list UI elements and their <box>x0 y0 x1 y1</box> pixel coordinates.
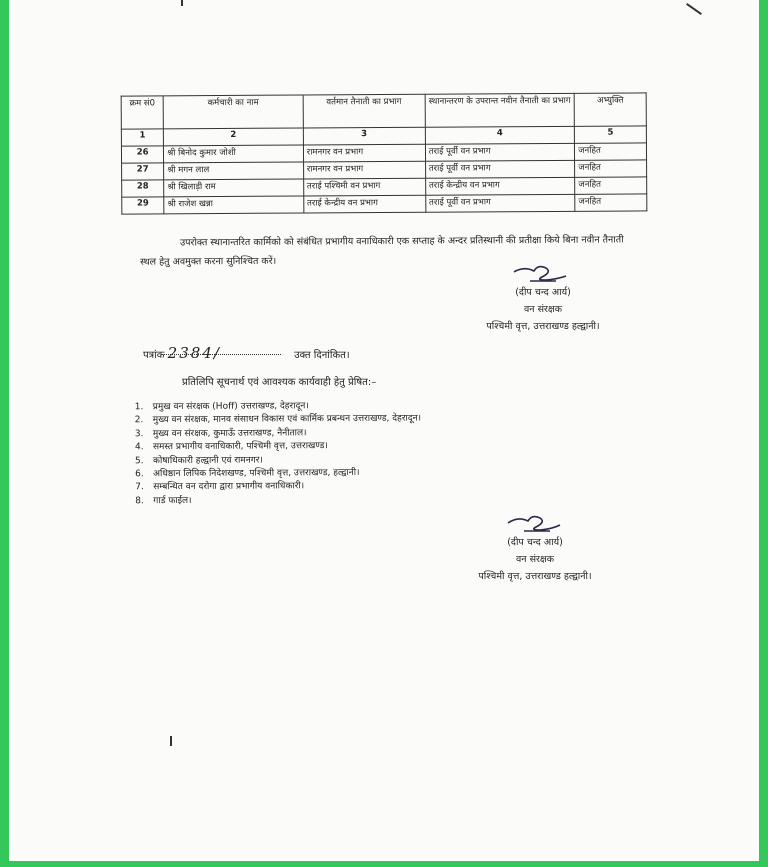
signatory-designation: वन संरक्षक <box>516 554 554 565</box>
cell-new: तराई पूर्वी वन प्रभाग <box>425 160 575 178</box>
green-frame-left <box>0 0 9 867</box>
cell-current: तराई पश्चिमी वन प्रभाग <box>303 178 425 196</box>
index-cell: 5 <box>575 126 647 143</box>
cell-remarks: जनहित <box>575 160 647 177</box>
copy-recipient-list <box>135 399 556 509</box>
list-item: 1. प्रमुख वन संरक्षक (Hoff) उत्तराखण्ड, देहरादून। <box>134 401 309 413</box>
signature-scribble-icon <box>500 512 570 534</box>
table-header-row <box>121 93 646 129</box>
index-cell: 2 <box>164 128 304 146</box>
letter-ref-label: पत्रांक <box>143 350 165 361</box>
scan-mark-top <box>181 0 183 6</box>
signatory-designation: वन संरक्षक <box>524 304 562 315</box>
dotted-line <box>161 353 281 355</box>
cell-serial: 27 <box>122 163 164 180</box>
list-item: 5. कोषाधिकारी हल्द्वानी एवं रामनगर। <box>135 455 263 466</box>
header-remarks: अभ्युक्ति <box>574 93 646 126</box>
cell-remarks: जनहित <box>575 143 647 160</box>
cell-name: श्री राजेश खन्ना <box>164 196 304 214</box>
signature-block-2 <box>440 512 630 585</box>
cell-current: रामनगर वन प्रभाग <box>303 144 425 162</box>
signature-block-1 <box>448 262 638 335</box>
cell-new: तराई पूर्वी वन प्रभाग <box>425 194 575 212</box>
cell-remarks: जनहित <box>575 177 647 194</box>
green-frame-bottom <box>0 861 768 867</box>
list-item: 3. मुख्य वन संरक्षक, कुमाऊँ उत्तराखण्ड, नैनीताल। <box>134 428 307 440</box>
scan-mark-corner <box>686 3 702 15</box>
index-cell: 1 <box>121 129 163 146</box>
cell-serial: 26 <box>121 146 163 163</box>
header-employee-name: कर्मचारी का नाम <box>163 95 303 129</box>
cell-name: श्री बिनोद कुमार जोशी <box>164 145 304 163</box>
cell-serial: 28 <box>122 180 164 197</box>
scan-mark-bottom <box>170 736 172 746</box>
cell-current: तराई केन्द्रीय वन प्रभाग <box>303 195 425 213</box>
list-item: 6. अधिष्ठान लिपिक निदेशखण्ड, पश्चिमी वृत्त, उत्तराखण्ड, हल्द्वानी। <box>135 467 360 480</box>
list-item: 7. सम्बन्धित वन दरोगा द्वारा प्रभागीय वनाधिकारी। <box>135 481 305 493</box>
signature-scribble-icon <box>508 262 578 284</box>
cell-name: श्री मगन लाल <box>164 162 304 180</box>
signatory-name: (दीप चन्द आर्य) <box>515 287 571 298</box>
cell-name: श्री खिलाड़ी राम <box>164 179 304 197</box>
transfer-table <box>121 92 648 214</box>
copy-forward-intro: प्रतिलिपि सूचनार्थ एवं आवश्यक कार्यवाही हेतु प्रेषित:– <box>182 377 377 388</box>
cell-new: तराई पूर्वी वन प्रभाग <box>425 143 575 161</box>
cell-current: रामनगर वन प्रभाग <box>303 161 425 179</box>
cell-serial: 29 <box>122 197 164 214</box>
instruction-text: उपरोक्त स्थानान्तरित कार्मिको को संबंधित प्रभागीय वनाधिकारी एक सप्ताह के अन्दर प्रतिस्थानी की प्रतीक्षा किये बिना नवीन तैनाती स्थल हेतु अवमुक्त करना सुनिश्चित करें। <box>140 234 624 268</box>
header-new-division: स्थानान्तरण के उपरान्त नवीन तैनाती का प्रभाग <box>425 93 575 127</box>
header-serial: क्रम सं0 <box>121 96 163 129</box>
signatory-office: पश्चिमी वृत्त, उत्तराखण्ड हल्द्वानी। <box>478 571 592 582</box>
index-cell: 3 <box>303 127 425 145</box>
letter-ref-number: 2384/ <box>167 344 221 362</box>
list-item: 4. समस्त प्रभागीय वनाधिकारी, पश्चिमी वृत्त, उत्तराखण्ड। <box>134 441 328 453</box>
signatory-name: (दीप चन्द आर्य) <box>507 537 563 548</box>
letter-reference <box>143 344 350 362</box>
cell-new: तराई केन्द्रीय वन प्रभाग <box>425 177 575 195</box>
signatory-office: पश्चिमी वृत्त, उत्तराखण्ड हल्द्वानी। <box>486 321 600 332</box>
table-row <box>122 194 647 214</box>
list-item: 8. गार्ड फाईल। <box>135 495 192 507</box>
index-cell: 4 <box>425 126 575 144</box>
list-item: 2. मुख्य वन संरक्षक, मानव संसाधन विकास एवं कार्मिक प्रबन्धन उत्तराखण्ड, देहरादून। <box>134 413 422 426</box>
letter-ref-suffix: उक्त दिनांकित। <box>294 350 350 361</box>
green-frame-right <box>759 0 768 867</box>
header-current-division: वर्तमान तैनाती का प्रभाग <box>303 94 425 128</box>
cell-remarks: जनहित <box>575 194 647 211</box>
